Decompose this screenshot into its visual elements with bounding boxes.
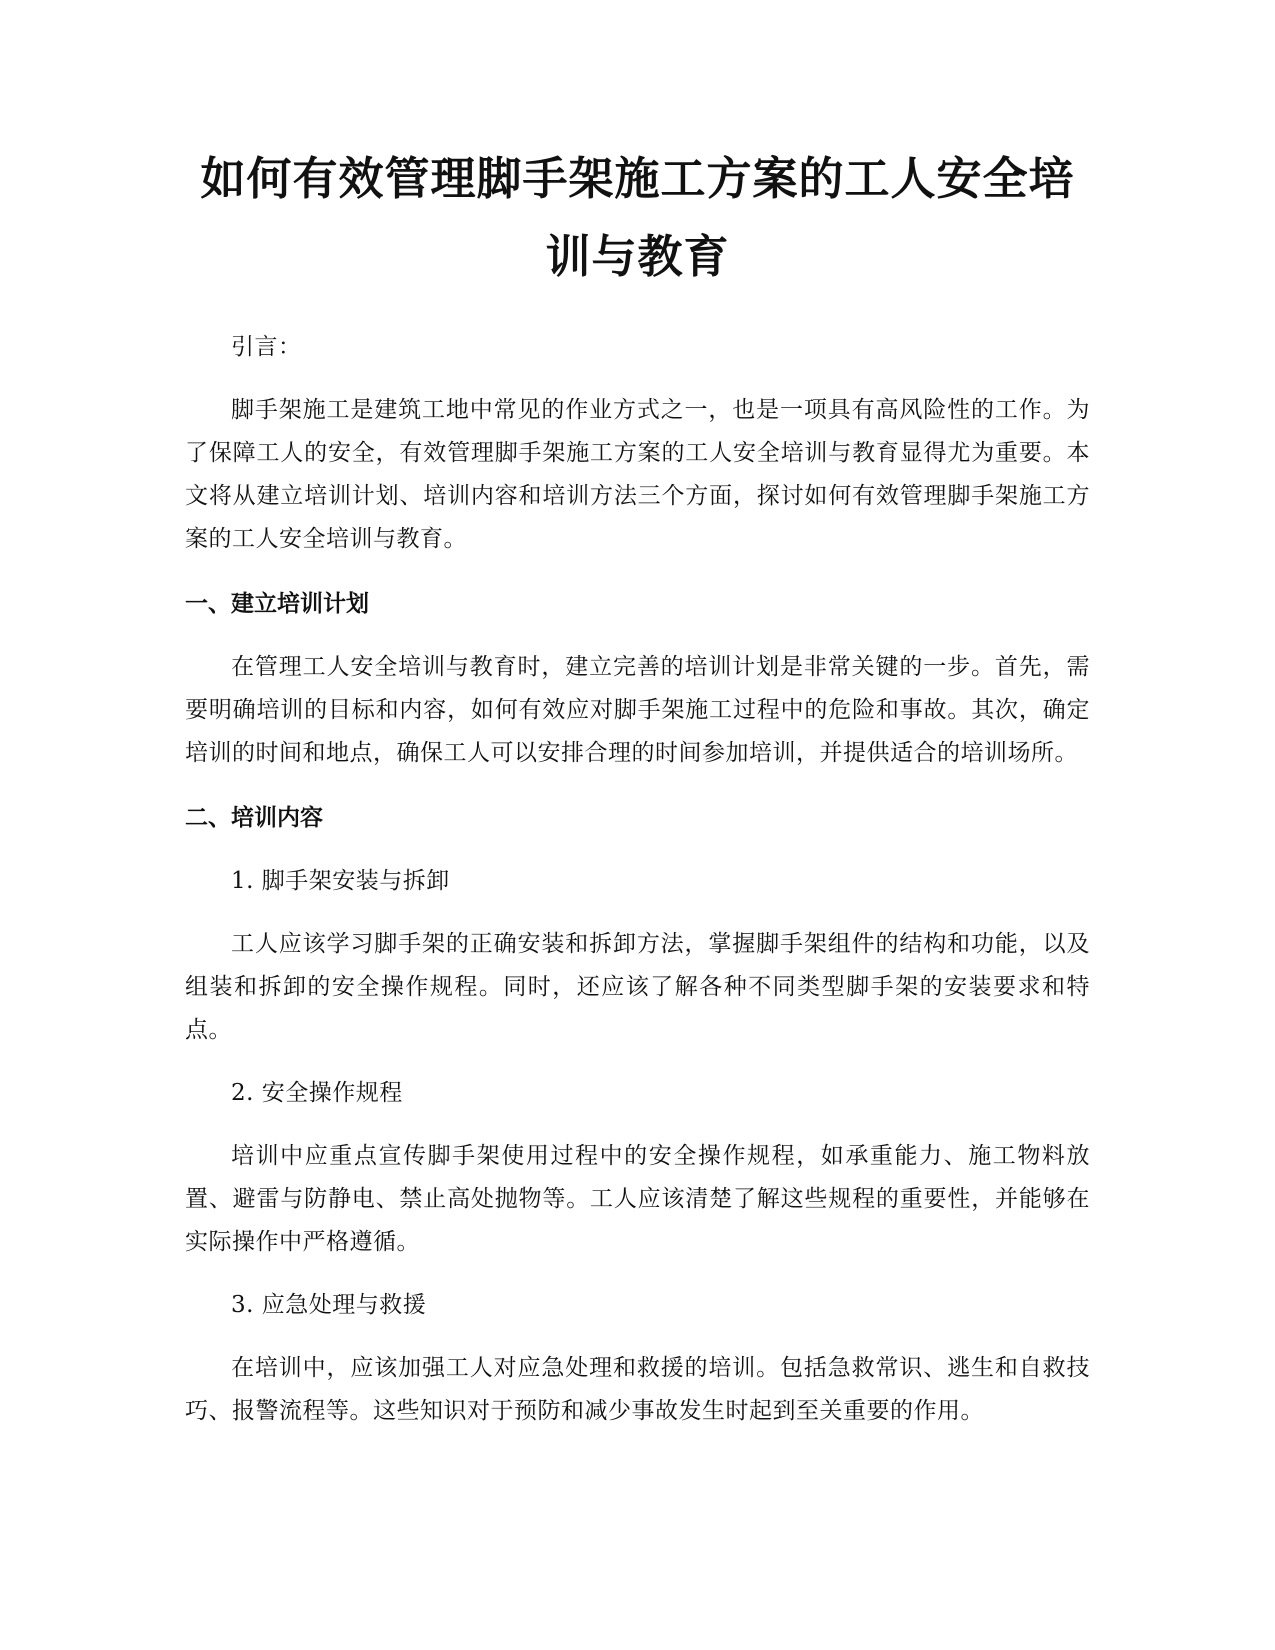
item-1-paragraph: 工人应该学习脚手架的正确安装和拆卸方法，掌握脚手架组件的结构和功能，以及组装和拆卸的安全操作规程。同时，还应该了解各种不同类型脚手架的安装要求和特点。: [185, 931, 1090, 1043]
item-2-label: 2. 安全操作规程: [231, 1080, 403, 1106]
title-line-1: 如何有效管理脚手架施工方案的工人安全培: [200, 152, 1075, 205]
document-title: [185, 140, 1090, 296]
section-1-paragraph: 在管理工人安全培训与教育时，建立完善的培训计划是非常关键的一步。首先，需要明确培训的目标和内容，如何有效应对脚手架施工过程中的危险和事故。其次，确定培训的时间和地点，确保工人可以安排合理的时间参加培训，并提供适合的培训场所。: [185, 654, 1090, 766]
item-3-label: 3. 应急处理与救援: [231, 1292, 427, 1318]
section-heading-1: 一、建立培训计划: [185, 591, 369, 617]
intro-paragraph: 脚手架施工是建筑工地中常见的作业方式之一，也是一项具有高风险性的工作。为了保障工人的安全，有效管理脚手架施工方案的工人安全培训与教育显得尤为重要。本文将从建立培训计划、培训内容和培训方法三个方面，探讨如何有效管理脚手架施工方案的工人安全培训与教育。: [185, 397, 1090, 552]
item-1-label: 1. 脚手架安装与拆卸: [231, 868, 450, 894]
document-page: [185, 140, 1090, 1433]
item-2-paragraph: 培训中应重点宣传脚手架使用过程中的安全操作规程，如承重能力、施工物料放置、避雷与防静电、禁止高处抛物等。工人应该清楚了解这些规程的重要性，并能够在实际操作中严格遵循。: [185, 1143, 1090, 1255]
title-line-2: 训与教育: [545, 230, 730, 283]
item-3-paragraph: 在培训中，应该加强工人对应急处理和救援的培训。包括急救常识、逃生和自救技巧、报警流程等。这些知识对于预防和减少事故发生时起到至关重要的作用。: [185, 1355, 1090, 1424]
section-heading-2: 二、培训内容: [185, 805, 323, 831]
intro-label: 引言：: [231, 334, 302, 360]
